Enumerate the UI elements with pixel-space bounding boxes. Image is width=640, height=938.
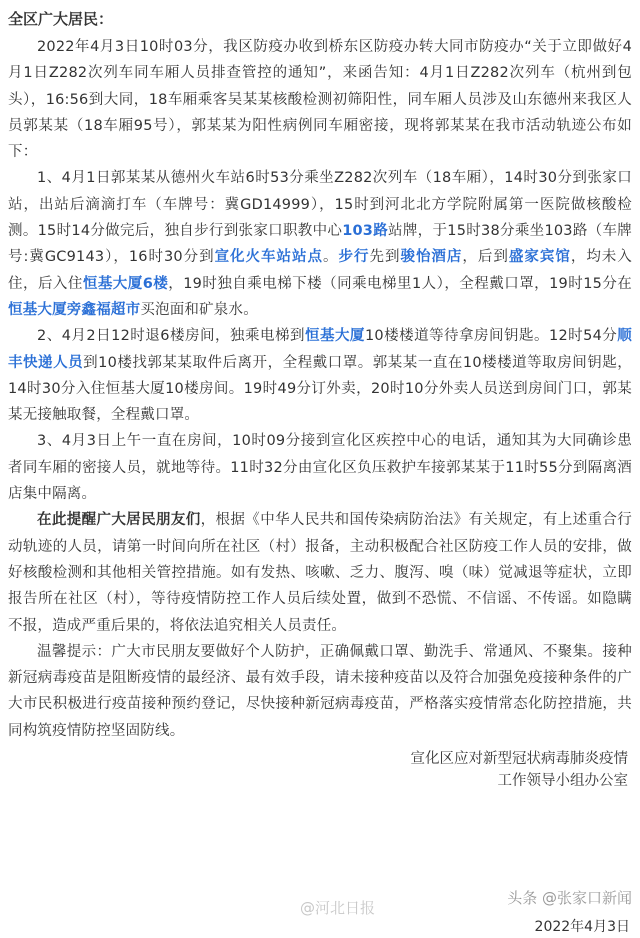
weibo-watermark: @河北日报 — [300, 899, 376, 917]
tips-paragraph: 温馨提示：广大市民朋友要做好个人防护，正确佩戴口罩、勤洗手、常通风、不聚集。接种新冠病毒疫苗是阻断疫情的最经济、最有效手段，请未接种疫苗以及符合加强免疫接种条件的广大市民积极进行疫苗接种预约登记，尽快接种新冠病毒疫苗，严格落实疫情常态化防控措施，共同构筑疫情防控坚固防线。 — [8, 643, 632, 739]
text-segment: ，均未入住，后入住 — [8, 249, 632, 292]
highlight-building: 恒基大厦 — [304, 328, 365, 345]
signature-date: 2022年4月3日 — [534, 919, 630, 935]
text-segment: 到10楼找郭某某取件后离开，全程戴口罩。郭某某一直在10楼楼道等取房间钥匙，14时30分入住恒基大厦10楼房间。19时49分订外卖，20时10分外卖人员送到房间门口，郭某某无接触取餐，全程戴口罩。 — [8, 354, 632, 424]
text-segment: 站牌，于15时38分乘坐103路（车牌号:冀GC9143），16时30分到 — [8, 223, 632, 266]
trajectory-day3-paragraph: 3、4月3日上午一直在房间，10时09分接到宣化区疾控中心的电话，通知其为大同确诊患者同车厢的密接人员，就地等待。11时32分由宣化区负压救护车接郭某某于11时55分到隔离酒店集中隔离。 — [8, 433, 632, 503]
highlight-station: 宣化火车站站点 — [214, 249, 323, 266]
text-segment: 先到 — [369, 249, 401, 266]
text-segment: 10楼楼道等待拿房间钥匙。12时54分 — [364, 328, 618, 345]
signature-org-line2: 工作领导小组办公室 — [497, 773, 628, 790]
reminder-paragraph — [8, 507, 632, 638]
trajectory-day1-paragraph — [8, 165, 632, 323]
highlight-bus-route: 103路 — [342, 223, 389, 240]
text-segment: ，19时独自乘电梯下楼（同乘电梯里1人），全程戴口罩，19时15分在 — [168, 275, 633, 292]
highlight-courier: 顺丰快递人员 — [8, 328, 632, 371]
intro-paragraph: 2022年4月3日10时03分，我区防疫办收到桥东区防疫办转大同市防疫办“关于立即做好4月1日Z282次列车同车厢人员排查管控的通知”，来函告知：4月1日Z282次列车（杭州到包头），16:56到大同，18车厢乘客吴某某核酸检测初筛阳性，同车厢人员涉及山东德州来我区人员郭某某（18车厢95号），郭某某为阳性病例同车厢密接，现将郭某某在我市活动轨迹公布如下： — [8, 39, 632, 161]
text-segment: 2、4月2日12时退6楼房间，独乘电梯到 — [37, 328, 305, 345]
greeting: 全区广大居民： — [8, 10, 114, 28]
text-segment: ，根据《中华人民共和国传染病防治法》有关规定，有上述重合行动轨迹的人员，请第一时间向所在社区（村）报备，主动积极配合社区防疫工作人员的安排，做好核酸检测和其他相关管控措施。如有发热、咳嗽、乏力、腹泻、嗅（味）觉减退等症状，立即报告所在社区（村），等待疫情防控工作人员后续处置，做到不恐慌、不信谣、不传谣。如隐瞒不报，造成严重后果的，将依法追究相关人员责任。 — [8, 512, 632, 634]
text-segment: 1、4月1日郭某某从德州火车站6时53分乘坐Z282次列车（18车厢），14时30分到张家口站，出站后滴滴打车（车牌号：冀GD14999），15时到河北北方学院附属第一医院做核酸检测。15时14分做完后，独自步行到张家口职教中心 — [8, 170, 632, 240]
toutiao-watermark: 头条 @张家口新闻 — [507, 889, 632, 907]
text-segment: ，后到 — [462, 249, 509, 266]
trajectory-day2-paragraph — [8, 323, 632, 428]
highlight-walk: 步行 — [338, 249, 370, 266]
highlight-hotel-1: 骏怡酒店 — [400, 249, 463, 266]
highlight-hotel-2: 盛家宾馆 — [508, 249, 571, 266]
text-segment: 。 — [322, 249, 339, 266]
signature-org-line1: 宣化区应对新型冠状病毒肺炎疫情 — [410, 751, 628, 768]
highlight-supermarket: 恒基大厦旁鑫福超市 — [8, 301, 141, 318]
highlight-building: 恒基大厦6楼 — [82, 275, 169, 292]
text-segment: 买泡面和矿泉水。 — [140, 301, 258, 318]
reminder-lead: 在此提醒广大居民朋友们 — [37, 512, 201, 529]
